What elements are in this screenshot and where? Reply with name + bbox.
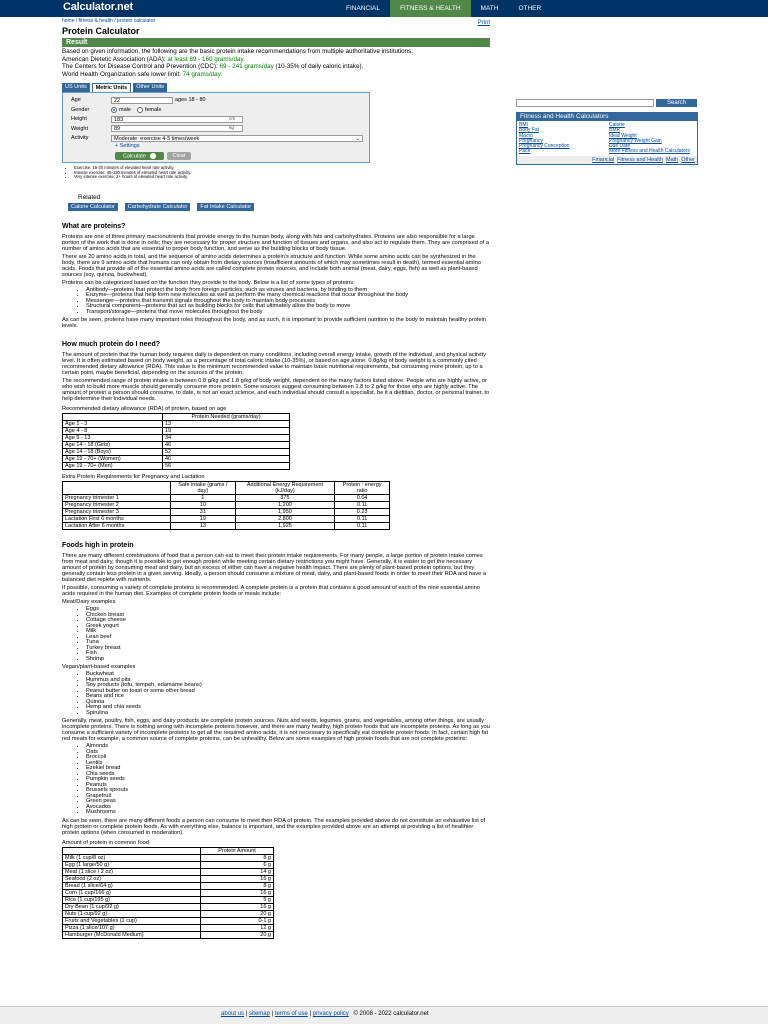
table-header: Protein : energy ratio <box>335 482 390 495</box>
table-row <box>63 854 274 861</box>
paragraph: There are many different combinations of food that a person can eat to meet their protein intake requirements. For many people, a large portion of protein intake comes from meat and dairy, though it is possible to get enough protein while meeting certain dietary restrictions you might have. Generally, it is easier to get the necessary amount of protein by consuming meat and dairy, but an excess of either can have a negative health impact. There are plenty of plant-based protein options, but they generally contain less protein in a given serving. Ideally, a person should consume a mixture of meat, dairy, and plant-based foods in order to meet their RDA and have a balanced diet replete with nutrients. <box>62 553 487 584</box>
table-cell: 0.11 <box>335 516 390 523</box>
table-cell: Pregnancy trimester 2 <box>63 502 171 509</box>
fitness-health-calculators-box <box>516 112 698 165</box>
paragraph: As can be seen, there are many different foods a person can consume to meet their RDA of protein. The examples provided above do not constitute an exhaustive list of high protein or complete protein foods. As with everything else, balance is important, and the examples provided above are an attempt at providing a list of healthier protein options (when consumed in moderation). <box>62 817 486 836</box>
list-item: • Antibody—proteins that protect the body from foreign particles, such as viruses and bacteria, by binding to them <box>86 288 490 294</box>
paragraph: Generally, meat, poultry, fish, eggs, and dairy products are complete protein sources. Nuts and seeds, legumes, grains, and vegetables, among other things, are usually incomplete proteins. There is nothing wrong with incomplete proteins however, and there are many healthy, high protein foods that are incomplete proteins. As long as you consume a sufficient variety of incomplete proteins to get all the required amino acids, it is not necessary to specifically eat complete protein foods. In fact, certain high fat red meats for example, a common source of complete proteins, can be unhealthy. Below are some examples of high protein foods that are not complete proteins: <box>62 718 490 743</box>
pregnancy-caption: Extra Protein Requirements for Pregnancy and Lactation <box>62 474 205 481</box>
table-header <box>63 414 163 421</box>
cdc-label: The Centers for Disease Control and Prevention (CDC): <box>62 63 220 71</box>
sidebar-link-body-fat[interactable]: Body Fat <box>519 127 540 134</box>
paragraph: Proteins can be categorized based on the function they provide to the body. Below is a list of some types of proteins: <box>62 279 355 286</box>
common-food-caption: Amount of protein in common food <box>62 839 149 846</box>
separator: | <box>271 1011 275 1017</box>
activity-notes <box>62 166 490 180</box>
female-label: female <box>144 106 162 113</box>
height-label: Height <box>71 116 87 123</box>
sidebar-link-more[interactable]: More Fitness and Health Calculators <box>609 148 690 155</box>
tab-metric-units[interactable]: Metric Units <box>92 83 131 92</box>
table-cell: 14 g <box>201 868 274 875</box>
gender-label: Gender <box>71 106 90 113</box>
result-ada <box>62 56 490 64</box>
table-cell: Pregnancy trimester 1 <box>63 495 171 502</box>
table-header: Protein Amount <box>201 847 274 854</box>
list-item: • Eggs <box>86 607 490 613</box>
list-item: • Spirulina <box>86 711 490 717</box>
table-row <box>63 868 274 875</box>
result-header: Result <box>62 38 490 47</box>
form-buttons <box>115 152 365 160</box>
separator: | <box>309 1011 313 1017</box>
search-input[interactable] <box>516 99 654 107</box>
list-item: • Milk <box>86 629 490 635</box>
list-item: • Chicken breast <box>86 613 490 619</box>
separator: | <box>245 1011 249 1017</box>
table-row <box>63 442 290 449</box>
list-item: • Soy products (tofu, tempeh, edamame beans) <box>86 683 490 689</box>
list-item: • Peanuts <box>86 783 490 789</box>
table-cell: 56 <box>163 463 290 470</box>
activity-value: Moderate: exercise 4-5 times/week <box>114 135 200 142</box>
table-cell: 13 <box>163 421 290 428</box>
sidebar-link-macro[interactable]: Macro <box>519 132 533 139</box>
table-cell: 0.04 <box>335 495 390 502</box>
list-item: • Transport/storage—proteins that move molecules throughout the body <box>86 310 490 316</box>
main-content <box>62 17 490 939</box>
list-item: • Fish <box>86 651 490 657</box>
result-cdc <box>62 63 490 71</box>
table-row <box>63 435 290 442</box>
table-cell: 34 <box>163 435 290 442</box>
list-item: • Lentils <box>86 761 490 767</box>
calculate-label: Calculate <box>123 153 146 160</box>
top-navigation-bar <box>0 0 768 17</box>
table-cell: Age 14 - 18 (Girls) <box>63 442 163 449</box>
table-row <box>63 917 274 924</box>
meat-dairy-label: Meat/Dairy examples <box>62 599 116 606</box>
table-cell: 52 <box>163 449 290 456</box>
table-row <box>63 910 274 917</box>
list-item: • Broccoli <box>86 755 490 761</box>
table-cell: Dry Bean (1 cup/92 g) <box>63 903 201 910</box>
unit-tabs <box>62 83 490 92</box>
list-item: • Oats <box>86 750 490 756</box>
list-item: • Beans and rice <box>86 694 490 700</box>
table-row <box>63 463 290 470</box>
table-cell: Hamburger (McDonald Medium) <box>63 931 201 938</box>
weight-unit: kg <box>229 126 235 132</box>
who-value: 74 grams/day. <box>182 70 223 78</box>
paragraph: As can be seen, proteins have many important roles throughout the body, and as such, it is important to provide sufficient nutrition to the body to maintain healthy protein levels. <box>62 317 487 330</box>
table-cell: 0.11 <box>335 502 390 509</box>
table-cell: 12 g <box>201 924 274 931</box>
table-cell: 375 <box>235 495 335 502</box>
related-title: Related <box>78 193 101 201</box>
ada-value: at least 89 - 160 grams/day. <box>167 55 245 63</box>
common-food-table <box>62 847 274 939</box>
table-row <box>63 889 274 896</box>
activity-label: Activity <box>71 135 89 142</box>
sidebar-link-bmi[interactable]: BMI <box>519 122 528 128</box>
table-row <box>63 449 290 456</box>
list-item: • Hemp and chia seeds <box>86 705 490 711</box>
list-item: • Chia seeds <box>86 772 490 778</box>
rda-caption: Recommended dietary allowance (RDA) of protein, based on age <box>62 406 227 413</box>
female-radio[interactable] <box>137 107 143 113</box>
pregnancy-table <box>62 481 390 530</box>
sidebar-link-pregnancy-weight-gain[interactable]: Pregnancy Weight Gain <box>609 137 662 144</box>
sidebar-link-bmr[interactable]: BMR <box>609 127 621 134</box>
paragraph: The recommended range of protein intake is between 0.8 g/kg and 1.8 g/kg of body weight, dependent on the many factors listed above. People who are highly active, or who wish to build more muscle should generally consume more protein. Some sources suggest consuming between 1.8 to 2 g/kg for those who are highly active. The amount of protein a person should consume, to date, is not an exact science, and each individual should consult a specialist, be it a dietitian, doctor, or personal trainer, to help determine their individual needs. <box>62 378 490 403</box>
related-calorie-calculator[interactable]: Calorie Calculator <box>68 203 118 211</box>
box-title: Fitness and Health Calculators <box>517 113 697 121</box>
table-cell: Pregnancy trimester 3 <box>63 509 171 516</box>
result-who <box>62 71 490 79</box>
table-cell: Bread (1 slice/64 g) <box>63 882 201 889</box>
age-label: Age <box>71 97 81 104</box>
list-item: • Structural component—proteins that act as building blocks for cells that ultimately allow the body to move <box>86 304 490 310</box>
table-cell: Fruits and Vegetables (1 cup) <box>63 917 201 924</box>
footer-about-us[interactable]: about us <box>221 1011 245 1017</box>
footer <box>0 1006 768 1024</box>
tab-other-units[interactable]: Other Units <box>133 83 167 92</box>
meat-dairy-list <box>62 607 490 662</box>
list-item: • Pumpkin seeds <box>86 777 490 783</box>
list-item: • Peanut butter on toast or some other bread <box>86 689 490 695</box>
age-input[interactable]: 22 <box>111 97 173 104</box>
list-item: • Mushrooms <box>86 810 490 816</box>
nav-financial[interactable]: FINANCIAL <box>346 5 380 12</box>
paragraph: The amount of protein that the human body requires daily is dependent on many conditions, including overall energy intake, growth of the individual, and physical activity level. It is often estimated based on body weight, as a percentage of total caloric intake (10-35%), or based on age alone. 0.8g/kg of body weight is a commonly cited recommended dietary allowance (RDA). This value is the minimum recommended value to maintain basic nutritional requirements, but consuming more protein, up to a certain point, maybe beneficial, depending on the sources of the protein. <box>62 352 486 377</box>
vegan-list <box>62 672 490 716</box>
calculator-form <box>62 92 370 163</box>
list-item: • Lean beef <box>86 635 490 641</box>
table-cell: Meat (1 slice / 2 oz) <box>63 868 201 875</box>
related-carbohydrate-calculator[interactable]: Carbohydrate Calculator <box>125 203 191 211</box>
ada-label: American Dietetic Association (ADA): <box>62 55 168 63</box>
search-button[interactable]: Search <box>656 99 697 107</box>
section-title-what: What are proteins? <box>62 222 126 230</box>
nav-math[interactable]: MATH <box>480 5 499 12</box>
weight-label: Weight <box>71 125 89 132</box>
section-title-how: How much protein do I need? <box>62 341 160 349</box>
logo-suffix: .net <box>114 1 133 13</box>
gender-row <box>67 105 365 115</box>
note-item: • Exercise: 15-30 minutes of elevated heart rate activity. <box>74 166 490 171</box>
footer-sitemap[interactable]: sitemap <box>248 1011 270 1017</box>
sidebar-link-pace[interactable]: Pace <box>519 148 531 155</box>
category-other[interactable]: Other <box>681 156 695 163</box>
table-cell: Pizza (1 slice/107 g) <box>63 924 201 931</box>
rda-table <box>62 413 290 470</box>
table-cell: Rice (1 cup/195 g) <box>63 896 201 903</box>
weight-row <box>67 124 365 134</box>
table-cell: 46 <box>163 456 290 463</box>
list-item: • Cottage cheese <box>86 618 490 624</box>
play-icon <box>150 153 156 159</box>
who-label: World Health Organization safe lower limit: <box>62 70 183 78</box>
table-cell: Age 1 - 3 <box>63 421 163 428</box>
table-header: Protein Needed (grams/day) <box>163 414 290 421</box>
clear-button[interactable]: Clear <box>167 152 190 160</box>
age-row <box>67 95 365 105</box>
height-unit: cm <box>229 116 236 122</box>
list-item: • Greek yogurt <box>86 624 490 630</box>
calculate-button[interactable] <box>115 152 164 160</box>
list-item: • Turkey breast <box>86 646 490 652</box>
table-row <box>63 931 274 938</box>
list-item: • Messenger—proteins that transmit signals throughout the body to maintain body processes <box>86 299 490 305</box>
table-row <box>63 861 274 868</box>
list-item: • Green peas <box>86 799 490 805</box>
list-item: • Grapefruit <box>86 794 490 800</box>
table-cell: Lactation First 6 months <box>63 516 171 523</box>
note-item: • Intense exercise: 45-120 minutes of elevated heart rate activity. <box>74 171 490 176</box>
table-cell: Age 4 - 8 <box>63 428 163 435</box>
footer-links <box>221 1011 429 1017</box>
table-row <box>63 882 274 889</box>
related-links <box>68 203 490 211</box>
main-nav <box>336 0 551 17</box>
male-label: male <box>119 106 131 113</box>
cdc-suffix: (10-35% of daily caloric intake). <box>273 63 364 71</box>
logo-text: Calculator <box>63 1 115 13</box>
table-cell: 20 g <box>201 910 274 917</box>
print-link[interactable]: Print <box>477 20 490 26</box>
chevron-down-icon: ⌄ <box>355 135 360 142</box>
table-cell: Age 9 - 13 <box>63 435 163 442</box>
paragraph: Proteins are one of three primary macronutrients that provide energy to the human body, along with fats and carbohydrates. Proteins are also responsible for a large portion of the work that is done in cells; they are necessary for proper structure and function of tissues and organs, and also act to regulate them. They are comprised of a number of amino acids that are essential to proper body function, and serve as the building blocks of body tissue. <box>62 233 490 252</box>
table-row <box>63 509 390 516</box>
result-panel <box>62 47 490 78</box>
activity-select[interactable] <box>111 135 363 142</box>
sidebar-link-ideal-weight[interactable]: Ideal Weight <box>609 132 637 139</box>
cdc-value: 69 - 241 grams/day <box>219 63 274 71</box>
vegan-label: Vegan/plant-based examples <box>62 664 136 671</box>
height-row <box>67 114 365 124</box>
protein-types-list <box>62 288 490 316</box>
paragraph: If possible, consuming a variety of complete proteins is recommended. A complete protein is a protein that contains a good amount of each of the nine essential amino acids required in the human diet. Examples of complete protein foods or meals include: <box>62 585 480 598</box>
table-row <box>63 516 390 523</box>
table-cell: Age 19 - 70+ (Women) <box>63 456 163 463</box>
sidebar-link-calorie[interactable]: Calorie <box>609 122 625 128</box>
table-cell: 8 g <box>201 882 274 889</box>
male-radio[interactable] <box>111 107 117 113</box>
table-cell: 10 <box>171 502 236 509</box>
table-cell: 5 g <box>201 896 274 903</box>
footer-terms-of-use[interactable]: terms of use <box>274 1011 308 1017</box>
table-cell: Seafood (2 oz) <box>63 875 201 882</box>
calculator-links <box>517 121 697 156</box>
table-cell: Age 14 - 18 (Boys) <box>63 449 163 456</box>
table-cell: 8 g <box>201 854 274 861</box>
table-cell: 1,950 <box>235 509 335 516</box>
table-cell: 19 <box>163 428 290 435</box>
table-header <box>63 482 171 495</box>
list-item: • Quinoa <box>86 700 490 706</box>
table-cell: 2,800 <box>235 516 335 523</box>
breadcrumb[interactable]: home / fitness & health / protein calculator <box>62 18 156 24</box>
table-cell: 1,925 <box>235 523 335 530</box>
table-header-row <box>63 482 390 495</box>
nav-fitness-health[interactable]: FITNESS & HEALTH <box>390 0 471 17</box>
table-row <box>63 456 290 463</box>
table-cell: 1,200 <box>235 502 335 509</box>
list-item: • Shrimp <box>86 657 490 663</box>
table-row <box>63 428 290 435</box>
table-cell: Nuts (1 cup/92 g) <box>63 910 201 917</box>
table-cell: 46 <box>163 442 290 449</box>
table-cell: 0.23 <box>335 509 390 516</box>
category-fitness-health[interactable]: Fitness and Health <box>617 156 663 163</box>
table-cell: 31 <box>171 509 236 516</box>
related-fat-intake-calculator[interactable]: Fat Intake Calculator <box>197 203 254 211</box>
page-title: Protein Calculator <box>62 26 140 36</box>
height-input[interactable]: 183 <box>111 116 243 123</box>
list-item: • Brussels sprouts <box>86 788 490 794</box>
table-cell: Corn (1 cup/166 g) <box>63 889 201 896</box>
table-cell: 19 <box>171 516 236 523</box>
table-cell: 16 g <box>201 903 274 910</box>
list-item: • Almonds <box>86 744 490 750</box>
category-links <box>517 156 697 164</box>
table-header: Additional Energy Requirement (kJ/day) <box>235 482 335 495</box>
nav-other[interactable]: OTHER <box>518 5 542 12</box>
tab-us-units[interactable]: US Units <box>62 83 90 92</box>
table-cell: 1 <box>171 495 236 502</box>
section-title-foods: Foods high in protein <box>62 542 134 550</box>
table-cell: 16 g <box>201 889 274 896</box>
list-item: • Enzyme—proteins that help form new molecules as well as perform the many chemical reactions that occur throughout the body <box>86 293 490 299</box>
table-cell: 13 <box>171 523 236 530</box>
table-cell: 16 g <box>201 875 274 882</box>
category-math[interactable]: Math <box>666 156 679 163</box>
table-cell: Age 19 - 70+ (Men) <box>63 463 163 470</box>
incomplete-protein-list <box>62 744 490 816</box>
site-logo[interactable] <box>63 1 133 13</box>
table-cell: Lactation After 6 months <box>63 523 171 530</box>
list-item: • Tuna <box>86 640 490 646</box>
list-item: • Buckwheat <box>86 672 490 678</box>
table-row <box>63 924 274 931</box>
copyright: © 2008 - 2022 calculator.net <box>353 1011 429 1017</box>
paragraph: There are 20 amino acids in total, and the sequence of amino acids determines a protein's structure and function. While some amino acids can be synthesized in the body, there are 9 amino acids that humans can only obtain from dietary sources (insufficient amounts of which may sometimes result in death), termed essential amino acids. Foods that provide all of the essential amino acids are called complete protein sources, and include both animal (meat, dairy, eggs, fish) as well as plant-based sources (soy, quinoa, buckwheat). <box>62 253 481 278</box>
table-row <box>63 495 390 502</box>
table-header: Safe intake (grams / day) <box>171 482 236 495</box>
sidebar-link-due-date[interactable]: Due Date <box>609 143 631 150</box>
table-header-row <box>63 847 274 854</box>
result-intro: Based on given information, the following are the basic protein intake recommendations from multiple authoritative institutions: <box>62 48 414 55</box>
table-cell: Milk (1 cup/8 oz) <box>63 854 201 861</box>
list-item: • Ezekiel bread <box>86 766 490 772</box>
settings-link[interactable]: + Settings <box>115 142 140 149</box>
table-cell: Egg (1 large/50 g) <box>63 861 201 868</box>
table-header-row <box>63 414 290 421</box>
table-cell: 20 g <box>201 931 274 938</box>
activity-row <box>67 133 365 143</box>
weight-input[interactable]: 89 <box>111 125 243 132</box>
sidebar-link-pregnancy-conception[interactable]: Pregnancy Conception <box>519 143 570 150</box>
table-header <box>63 847 201 854</box>
age-hint: ages 18 - 80 <box>175 97 206 104</box>
table-cell: 6 g <box>201 861 274 868</box>
table-row <box>63 421 290 428</box>
table-row <box>63 502 390 509</box>
table-cell: 0-1 g <box>201 917 274 924</box>
table-row <box>63 523 390 530</box>
category-financial[interactable]: Financial <box>592 156 615 163</box>
note-item: • Very intense exercise: 2+ hours of elevated heart rate activity. <box>74 175 490 180</box>
table-cell: 0.11 <box>335 523 390 530</box>
sidebar-link-pregnancy[interactable]: Pregnancy <box>519 137 543 144</box>
list-item: • Avocados <box>86 805 490 811</box>
list-item: • Hummus and pita <box>86 678 490 684</box>
footer-privacy-policy[interactable]: privacy policy <box>312 1011 349 1017</box>
table-row <box>63 896 274 903</box>
table-row <box>63 903 274 910</box>
table-row <box>63 875 274 882</box>
